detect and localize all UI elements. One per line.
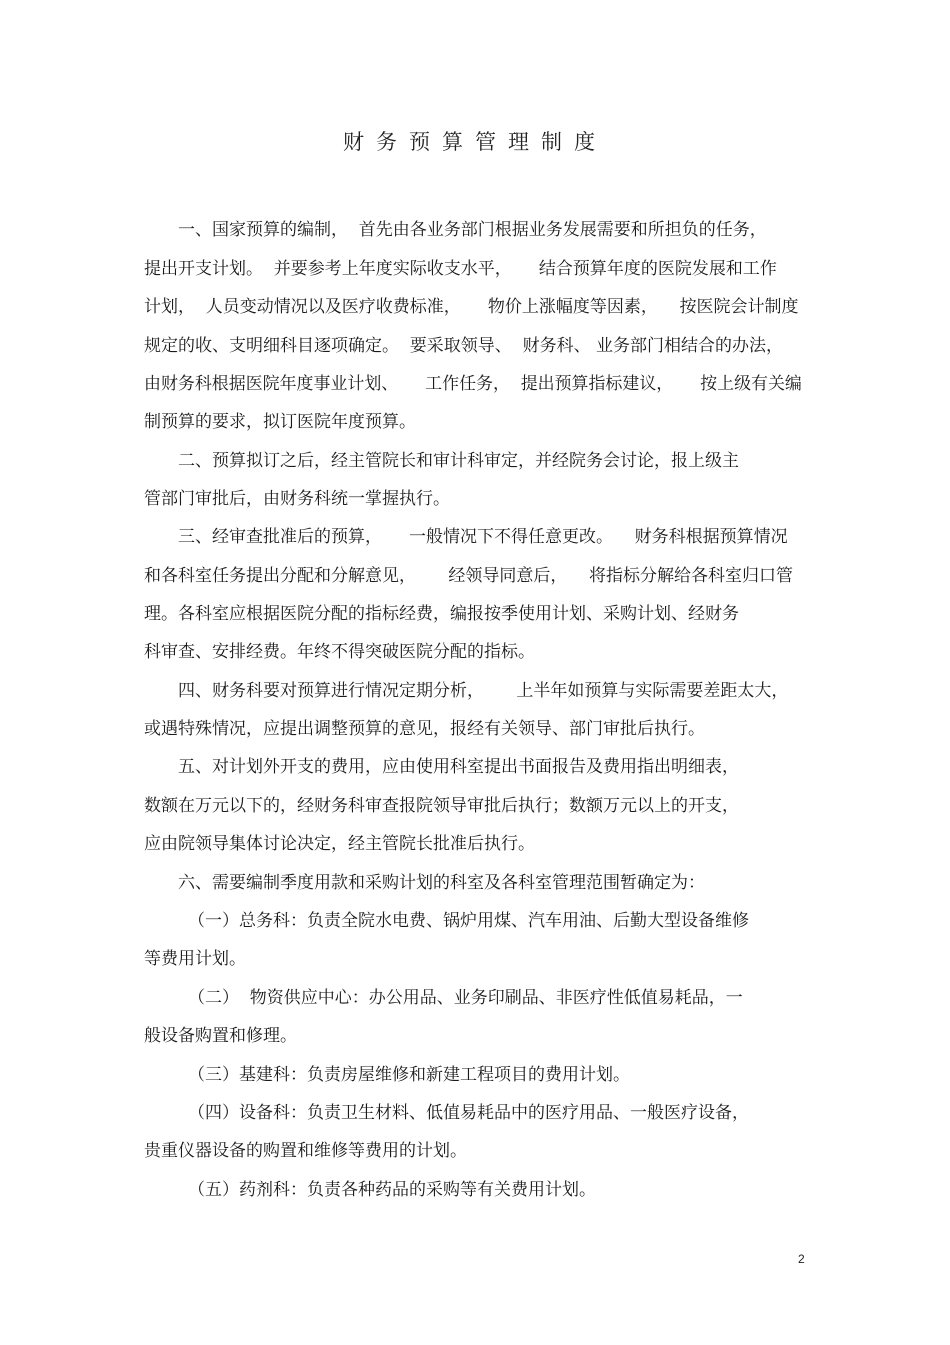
text-line: 数额在万元以下的，经财务科审查报院领导审批后执行；数额万元以上的开支， <box>144 796 739 816</box>
text-line: 二、预算拟订之后，经主管院长和审计科审定，并经院务会讨论，报上级主 <box>178 451 739 471</box>
text-line: 应由院领导集体讨论决定，经主管院长批准后执行。 <box>144 834 535 854</box>
text-line: 三、经审查批准后的预算， 一般情况下不得任意更改。 财务科根据预算情况 <box>178 527 788 547</box>
text-line: 科审查、安排经费。年终不得突破医院分配的指标。 <box>144 642 535 662</box>
text-line: （二） 物资供应中心：办公用品、业务印刷品、非医疗性低值易耗品，一 <box>188 988 743 1008</box>
text-line: 和各科室任务提出分配和分解意见， 经领导同意后， 将指标分解给各科室归口管 <box>144 566 794 586</box>
text-line: 般设备购置和修理。 <box>144 1026 297 1046</box>
text-line: （一）总务科：负责全院水电费、锅炉用煤、汽车用油、后勤大型设备维修 <box>188 911 749 931</box>
text-line: 一、国家预算的编制， 首先由各业务部门根据业务发展需要和所担负的任务， <box>178 220 767 240</box>
text-line: 理。各科室应根据医院分配的指标经费，编报按季使用计划、采购计划、经财务 <box>144 604 739 624</box>
text-line: 管部门审批后，由财务科统一掌握执行。 <box>144 489 450 509</box>
text-line: 五、对计划外开支的费用，应由使用科室提出书面报告及费用指出明细表， <box>178 757 739 777</box>
text-line: 等费用计划。 <box>144 949 246 969</box>
text-line: （三）基建科：负责房屋维修和新建工程项目的费用计划。 <box>188 1065 630 1085</box>
text-line: 制预算的要求，拟订医院年度预算。 <box>144 412 416 432</box>
text-line: （四）设备科：负责卫生材料、低值易耗品中的医疗用品、一般医疗设备， <box>188 1103 749 1123</box>
text-line: 计划， 人员变动情况以及医疗收费标准， 物价上涨幅度等因素， 按医院会计制度 <box>144 297 799 317</box>
text-line: 规定的收、支明细科目逐项确定。 要采取领导、 财务科、 业务部门相结合的办法， <box>144 336 784 356</box>
text-line: 六、需要编制季度用款和采购计划的科室及各科室管理范围暂确定为： <box>178 873 705 893</box>
text-line: 四、财务科要对预算进行情况定期分析， 上半年如预算与实际需要差距太大， <box>178 681 789 701</box>
text-line: （五）药剂科：负责各种药品的采购等有关费用计划。 <box>188 1180 596 1200</box>
text-line: 或遇特殊情况，应提出调整预算的意见，报经有关领导、部门审批后执行。 <box>144 719 705 739</box>
page-title: 财务预算管理制度 <box>343 130 607 154</box>
page-number: 2 <box>798 1252 805 1266</box>
text-line: 由财务科根据医院年度事业计划、 工作任务， 提出预算指标建议， 按上级有关编 <box>144 374 802 394</box>
text-line: 贵重仪器设备的购置和维修等费用的计划。 <box>144 1141 467 1161</box>
text-line: 提出开支计划。 并要参考上年度实际收支水平， 结合预算年度的医院发展和工作 <box>144 259 777 279</box>
